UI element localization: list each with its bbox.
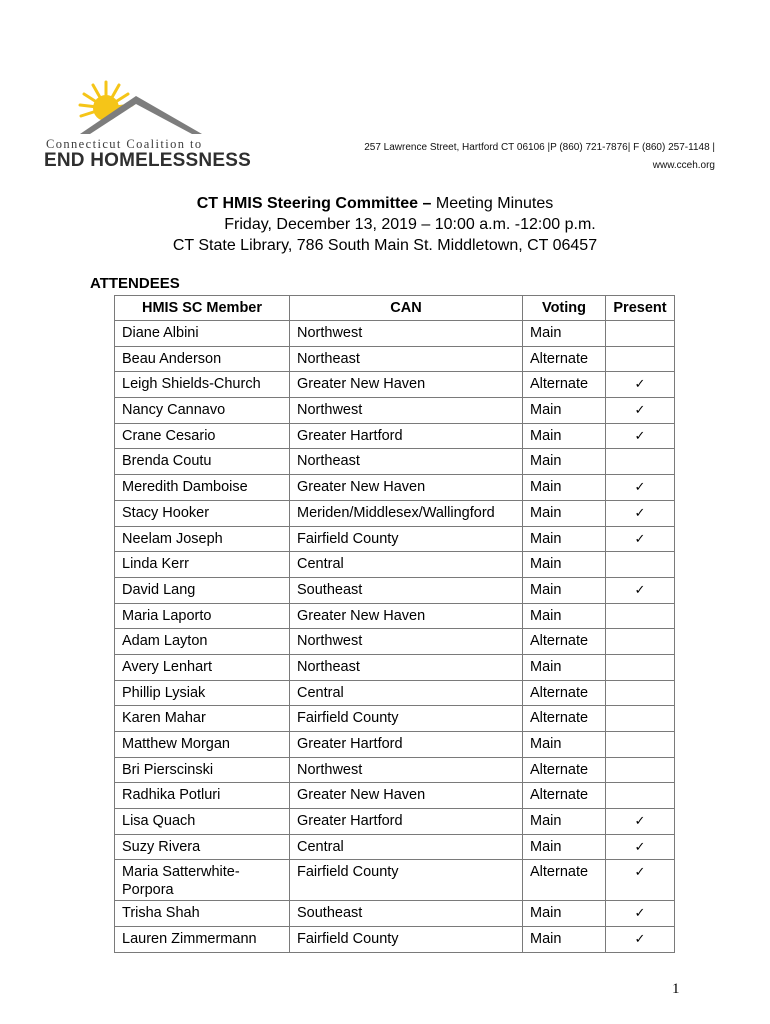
present-checkmark-icon (606, 706, 675, 732)
member-name-cell: Trisha Shah (115, 901, 290, 927)
present-checkmark-icon: ✓ (606, 577, 675, 603)
title-line-committee (0, 193, 770, 214)
voting-cell: Main (523, 809, 606, 835)
present-checkmark-icon (606, 757, 675, 783)
present-checkmark-icon (606, 321, 675, 347)
member-name-cell: David Lang (115, 577, 290, 603)
voting-cell: Main (523, 449, 606, 475)
table-row (115, 757, 675, 783)
can-cell: Northeast (290, 346, 523, 372)
voting-cell: Main (523, 654, 606, 680)
table-row (115, 423, 675, 449)
voting-cell: Alternate (523, 680, 606, 706)
present-checkmark-icon: ✓ (606, 834, 675, 860)
present-checkmark-icon (606, 552, 675, 578)
present-checkmark-icon: ✓ (606, 398, 675, 424)
member-name-cell: Matthew Morgan (115, 732, 290, 758)
can-cell: Greater New Haven (290, 603, 523, 629)
present-checkmark-icon (606, 346, 675, 372)
can-cell: Northwest (290, 629, 523, 655)
member-name-cell: Leigh Shields-Church (115, 372, 290, 398)
column-header-member: HMIS SC Member (115, 296, 290, 321)
meeting-datetime: Friday, December 13, 2019 – 10:00 a.m. -12:00 p.m. (224, 216, 596, 233)
member-name-cell: Maria Laporto (115, 603, 290, 629)
voting-cell: Main (523, 475, 606, 501)
present-checkmark-icon: ✓ (606, 901, 675, 927)
can-cell: Southeast (290, 901, 523, 927)
voting-cell: Main (523, 526, 606, 552)
table-row (115, 654, 675, 680)
present-checkmark-icon (606, 603, 675, 629)
can-cell: Northeast (290, 449, 523, 475)
can-cell: Greater New Haven (290, 372, 523, 398)
present-checkmark-icon: ✓ (606, 927, 675, 953)
attendees-table-body (115, 321, 675, 953)
present-checkmark-icon (606, 783, 675, 809)
table-header-row (115, 296, 675, 321)
column-header-can: CAN (290, 296, 523, 321)
page-number: 1 (672, 981, 680, 997)
voting-cell: Main (523, 834, 606, 860)
present-checkmark-icon: ✓ (606, 372, 675, 398)
present-checkmark-icon (606, 449, 675, 475)
present-checkmark-icon: ✓ (606, 423, 675, 449)
document-title (0, 193, 770, 256)
member-name-cell: Maria Satterwhite-Porpora (115, 860, 290, 901)
voting-cell: Alternate (523, 783, 606, 809)
table-row (115, 783, 675, 809)
table-row (115, 901, 675, 927)
can-cell: Fairfield County (290, 706, 523, 732)
member-name-cell: Radhika Potluri (115, 783, 290, 809)
can-cell: Greater New Haven (290, 475, 523, 501)
contact-info (364, 139, 715, 175)
voting-cell: Main (523, 321, 606, 347)
member-name-cell: Beau Anderson (115, 346, 290, 372)
column-header-voting: Voting (523, 296, 606, 321)
voting-cell: Alternate (523, 629, 606, 655)
voting-cell: Main (523, 603, 606, 629)
member-name-cell: Bri Pierscinski (115, 757, 290, 783)
table-row (115, 732, 675, 758)
voting-cell: Alternate (523, 706, 606, 732)
member-name-cell: Neelam Joseph (115, 526, 290, 552)
can-cell: Central (290, 552, 523, 578)
voting-cell: Alternate (523, 346, 606, 372)
voting-cell: Alternate (523, 372, 606, 398)
can-cell: Northwest (290, 398, 523, 424)
member-name-cell: Stacy Hooker (115, 500, 290, 526)
can-cell: Fairfield County (290, 927, 523, 953)
can-cell: Fairfield County (290, 860, 523, 901)
table-row (115, 927, 675, 953)
table-row (115, 834, 675, 860)
voting-cell: Main (523, 927, 606, 953)
table-row (115, 552, 675, 578)
table-row (115, 449, 675, 475)
attendees-table (114, 295, 675, 953)
table-row (115, 860, 675, 901)
table-row (115, 500, 675, 526)
column-header-present: Present (606, 296, 675, 321)
website-link[interactable]: www.cceh.org (652, 160, 715, 171)
address-line: 257 Lawrence Street, Hartford CT 06106 |P (860) 721-7876| F (860) 257-1148 | (364, 142, 715, 153)
member-name-cell: Meredith Damboise (115, 475, 290, 501)
committee-name: CT HMIS Steering Committee – (196, 195, 432, 212)
voting-cell: Main (523, 500, 606, 526)
can-cell: Greater Hartford (290, 809, 523, 835)
present-checkmark-icon: ✓ (606, 475, 675, 501)
table-row (115, 603, 675, 629)
member-name-cell: Diane Albini (115, 321, 290, 347)
voting-cell: Main (523, 423, 606, 449)
member-name-cell: Karen Mahar (115, 706, 290, 732)
member-name-cell: Suzy Rivera (115, 834, 290, 860)
member-name-cell: Lauren Zimmermann (115, 927, 290, 953)
voting-cell: Main (523, 577, 606, 603)
member-name-cell: Phillip Lysiak (115, 680, 290, 706)
member-name-cell: Brenda Coutu (115, 449, 290, 475)
table-row (115, 680, 675, 706)
can-cell: Fairfield County (290, 526, 523, 552)
can-cell: Central (290, 680, 523, 706)
can-cell: Greater New Haven (290, 783, 523, 809)
voting-cell: Main (523, 732, 606, 758)
can-cell: Northwest (290, 321, 523, 347)
member-name-cell: Crane Cesario (115, 423, 290, 449)
member-name-cell: Linda Kerr (115, 552, 290, 578)
can-cell: Meriden/Middlesex/Wallingford (290, 500, 523, 526)
can-cell: Greater Hartford (290, 423, 523, 449)
member-name-cell: Adam Layton (115, 629, 290, 655)
present-checkmark-icon: ✓ (606, 500, 675, 526)
cceh-logo (44, 78, 251, 171)
table-row (115, 629, 675, 655)
voting-cell: Alternate (523, 757, 606, 783)
can-cell: Northwest (290, 757, 523, 783)
can-cell: Central (290, 834, 523, 860)
table-row (115, 706, 675, 732)
logo-text-line1: Connecticut Coalition to (46, 137, 203, 151)
table-row (115, 526, 675, 552)
present-checkmark-icon: ✓ (606, 526, 675, 552)
attendees-heading: ATTENDEES (90, 275, 180, 292)
can-cell: Southeast (290, 577, 523, 603)
present-checkmark-icon: ✓ (606, 860, 675, 901)
table-row (115, 475, 675, 501)
member-name-cell: Avery Lenhart (115, 654, 290, 680)
table-row (115, 398, 675, 424)
table-row (115, 346, 675, 372)
logo-text-line2: END HOMELESSNESS (44, 150, 251, 171)
can-cell: Northeast (290, 654, 523, 680)
member-name-cell: Lisa Quach (115, 809, 290, 835)
voting-cell: Main (523, 901, 606, 927)
table-row (115, 809, 675, 835)
document-type: Meeting Minutes (431, 195, 554, 212)
present-checkmark-icon (606, 629, 675, 655)
voting-cell: Main (523, 398, 606, 424)
voting-cell: Main (523, 552, 606, 578)
present-checkmark-icon (606, 654, 675, 680)
present-checkmark-icon (606, 680, 675, 706)
meeting-location: CT State Library, 786 South Main St. Middletown, CT 06457 (172, 237, 598, 254)
member-name-cell: Nancy Cannavo (115, 398, 290, 424)
sun-house-logo-icon (74, 78, 204, 140)
table-row (115, 321, 675, 347)
table-row (115, 372, 675, 398)
voting-cell: Alternate (523, 860, 606, 901)
table-row (115, 577, 675, 603)
can-cell: Greater Hartford (290, 732, 523, 758)
present-checkmark-icon: ✓ (606, 809, 675, 835)
present-checkmark-icon (606, 732, 675, 758)
